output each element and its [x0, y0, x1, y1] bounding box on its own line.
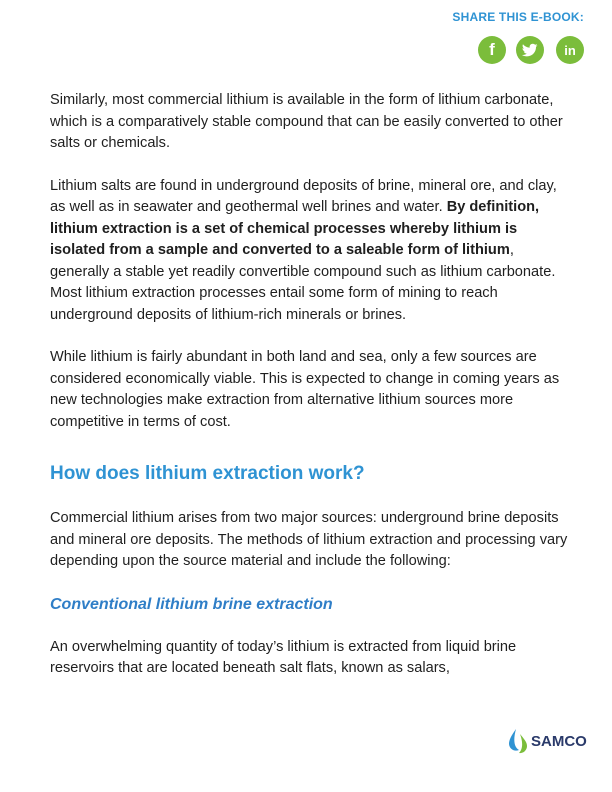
subsection-heading: Conventional lithium brine extraction — [50, 595, 333, 613]
main-content — [50, 90, 570, 680]
paragraph-abundance: While lithium is fairly abundant in both land and sea, only a few sources are considered economically viable. This is expected to change in coming years as new technologies make extraction from alternative lithium sources more competitive in terms of cost. — [50, 349, 560, 430]
facebook-share-button[interactable] — [478, 36, 506, 64]
twitter-share-button[interactable] — [516, 36, 544, 64]
samco-drop-icon — [508, 728, 528, 754]
linkedin-icon: in — [564, 42, 576, 58]
paragraph-lithium-carbonate: Similarly, most commercial lithium is available in the form of lithium carbonate, which is a comparatively stable compound that can be easily converted to other salts or chemicals. — [50, 92, 563, 151]
share-ebook-label: SHARE THIS E-BOOK: — [452, 10, 584, 24]
samco-logo — [508, 728, 587, 754]
section-heading: How does lithium extraction work? — [50, 463, 365, 484]
paragraph-brine: An overwhelming quantity of today’s lithium is extracted from liquid brine reservoirs that are located beneath salt flats, known as salars, — [50, 638, 517, 676]
definition-bold-text: By definition, lithium extraction is a set of chemical processes whereby lithium is isolated from a sample and converted to a saleable form of lithium — [50, 199, 540, 258]
facebook-icon: f — [489, 40, 495, 59]
samco-logo-text: SAMCO — [531, 732, 587, 750]
linkedin-share-button[interactable] — [556, 36, 584, 64]
paragraph-lithium-salts-intro: Lithium salts are found in underground deposits of brine, mineral ore, and clay, as well as in seawater and geothermal well brines and water. — [50, 177, 557, 215]
paragraph-lithium-salts — [50, 176, 570, 327]
paragraph-lithium-salts-rest: , generally a stable yet readily convertible compound such as lithium carbonate. Most lithium extraction processes entail some form of mining to reach underground deposits of lithium-rich minerals or brines. — [50, 242, 556, 323]
paragraph-sources: Commercial lithium arises from two major sources: underground brine deposits and mineral ore deposits. The methods of lithium extraction and processing vary depending upon the source material and include the following: — [50, 510, 568, 569]
twitter-icon — [522, 43, 538, 57]
